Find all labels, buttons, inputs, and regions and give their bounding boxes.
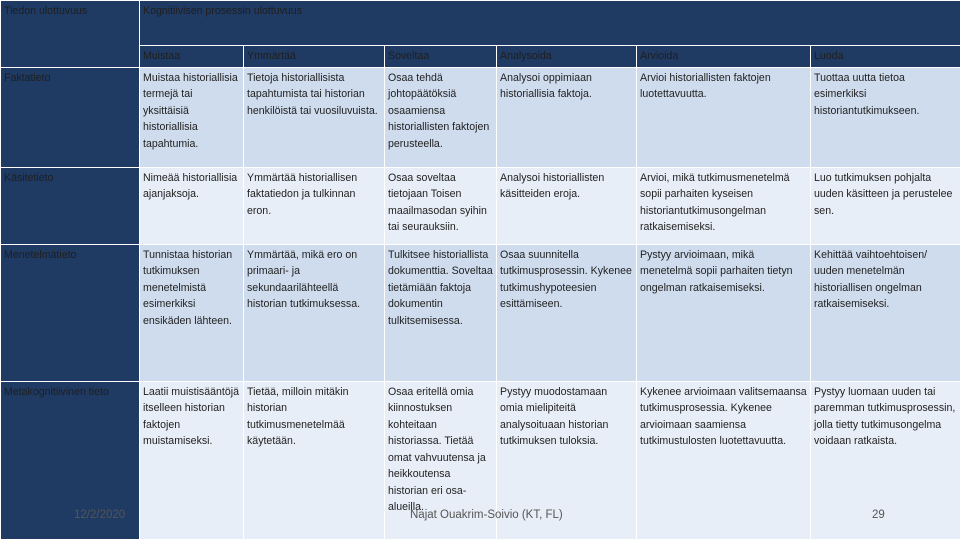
table-cell: Pystyy muodostamaan omia mielipiteitä analysoituaan historian tutkimuksen tuloksia. [497,381,637,539]
table-cell: Muistaa historiallisia termejä tai yksittäisiä historiallisia tapahtumia. [140,67,244,167]
column-header-luoda: Luoda [811,46,960,68]
row-header-metakognitiivinen-tieto: Metakognitiivinen tieto [1,381,140,539]
table-cell: Osaa tehdä johtopäätöksiä osaamiensa historiallisten faktojen perusteella. [385,67,497,167]
table-row [1,244,960,381]
page-number: 29 [872,509,885,521]
row-header-menetelmatieto: Menetelmätieto [1,244,140,381]
footer-author: Najat Ouakrim-Soivio (KT, FL) [410,509,563,521]
column-header-analysoida: Analysoida [497,46,637,68]
table-cell: Tuottaa uutta tietoa esimerkiksi historiantutkimukseen. [811,67,960,167]
column-header-soveltaa: Soveltaa [385,46,497,68]
table-cell: Luo tutkimuksen pohjalta uuden käsitteen ja perustelee sen. [811,167,960,244]
table-cell: Tietää, milloin mitäkin historian tutkimusmenetelmää käytetään. [244,381,385,539]
column-header-ymmartaa: Ymmärtää [244,46,385,68]
table-cell: Pystyy arvioimaan, mikä menetelmä sopii parhaiten tietyn ongelman ratkaisemiseksi. [637,244,811,381]
table-cell: Ymmärtää historiallisen faktatiedon ja tulkinnan eron. [244,167,385,244]
table-cell: Tietoja historiallisista tapahtumista tai historian henkilöistä tai vuosiluvuista. [244,67,385,167]
table-cell: Osaa eritellä omia kiinnostuksen kohteitaan historiassa. Tietää omat vahvuutensa ja heikkoutensa historian eri osa-alueilla. [385,381,497,539]
table-cell: Osaa suunnitella tutkimusprosessin. Kykenee tutkimushypoteesien esittämiseen. [497,244,637,381]
table-cell: Arvioi historiallisten faktojen luotettavuutta. [637,67,811,167]
table-cell: Laatii muistisääntöjä itselleen historian faktojen muistamiseksi. [140,381,244,539]
table-cell: Tulkitsee historiallista dokumenttia. Soveltaa tietämiään faktoja dokumentin tulkitsemisessa. [385,244,497,381]
table-cell: Kykenee arvioimaan valitsemaansa tutkimusprosessia. Kykenee arvioimaan saamiensa tutkimustulosten luotettavuutta. [637,381,811,539]
corner-header: Tiedon ulottuvuus [1,1,140,68]
table-row [1,167,960,244]
table-cell: Nimeää historiallisia ajanjaksoja. [140,167,244,244]
table-row [1,67,960,167]
footer-date: 12/2/2020 [74,509,126,521]
table-cell: Tunnistaa historian tutkimuksen menetelmistä esimerkiksi ensikäden lähteen. [140,244,244,381]
table-cell: Analysoi oppimiaan historiallisia faktoja. [497,67,637,167]
table-cell: Arvioi, mikä tutkimusmenetelmä sopii parhaiten kyseisen historiantutkimusongelman ratkaisemiseksi. [637,167,811,244]
table-cell: Analysoi historiallisten käsitteiden eroja. [497,167,637,244]
table-cell: Ymmärtää, mikä ero on primaari- ja sekundaarilähteellä historian tutkimuksessa. [244,244,385,381]
table-cell: Osaa soveltaa tietojaan Toisen maailmasodan syihin tai seurauksiin. [385,167,497,244]
table-cell: Pystyy luomaan uuden tai paremman tutkimusprosessin, jolla tietty tutkimusongelma voidaan ratkaista. [811,381,960,539]
table-cell: Kehittää vaihtoehtoisen/ uuden menetelmän historiallisen ongelman ratkaisemiseksi. [811,244,960,381]
table-title: Kognitiivisen prosessin ulottuvuus [140,1,960,46]
column-header-arvioida: Arvioida [637,46,811,68]
row-header-faktatieto: Faktatieto [1,67,140,167]
column-header-muistaa: Muistaa [140,46,244,68]
row-header-kasitetieto: Käsitetieto [1,167,140,244]
